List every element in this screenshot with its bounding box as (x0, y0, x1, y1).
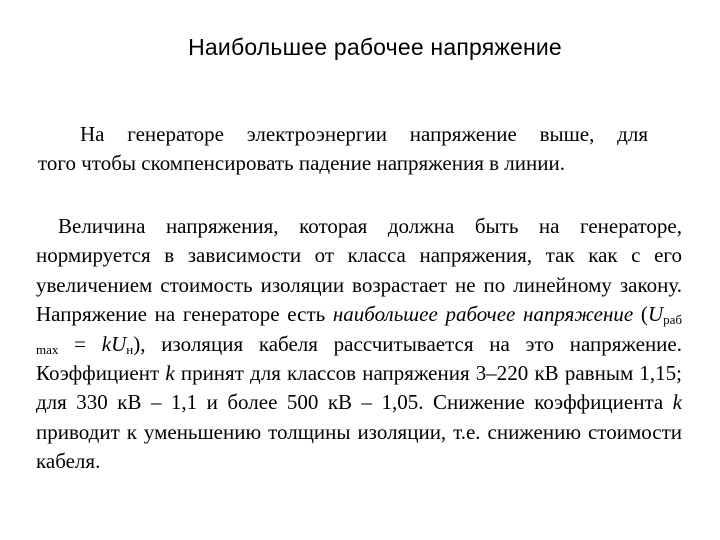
paragraph-1-line-2: того чтобы скомпенсировать падение напряжения в линии. (38, 151, 565, 176)
formula-equals: = (58, 331, 102, 356)
formula-k-symbol: k (101, 331, 112, 356)
formula-u-symbol: U (647, 302, 664, 327)
paragraph-2-coefficient-values: принят для классов напряжения 3–220 кВ равным 1,15; для 330 кВ – 1,1 и более 500 кВ – 1,05. Снижение коэффициента (36, 361, 682, 415)
paragraph-generator-voltage (38, 120, 648, 179)
paragraph-2-text-start: Величина напряжения, которая должна быть на генераторе, нормируется в зависимости от класса напряжения, так как с его увеличением стоимость изоляции возрастает не по линейному закону. Напряжение на генераторе есть (36, 214, 682, 327)
paragraph-2-ending: приводит к уменьшению толщины изоляции, т.е. снижению стоимости кабеля. (36, 419, 682, 474)
paragraph-2-after-formula: ), изоляция кабеля рассчитывается на это напряжение. Коэффициент (36, 331, 682, 386)
coefficient-k-symbol-2: k (672, 390, 682, 415)
slide-title: Наибольшее рабочее напряжение (188, 34, 562, 60)
formula-u-subscript: раб max (36, 312, 682, 357)
term-max-working-voltage: наибольшее рабочее напряжение (332, 302, 634, 327)
paragraph-voltage-normalization (36, 212, 682, 477)
paragraph-1-line-1: На генераторе электроэнергии напряжение выше, для (80, 122, 648, 146)
coefficient-k-symbol: k (165, 361, 175, 386)
formula-open-paren: ( (633, 302, 648, 327)
formula-un-symbol: U (111, 331, 127, 356)
formula-un-subscript: н (126, 341, 134, 357)
